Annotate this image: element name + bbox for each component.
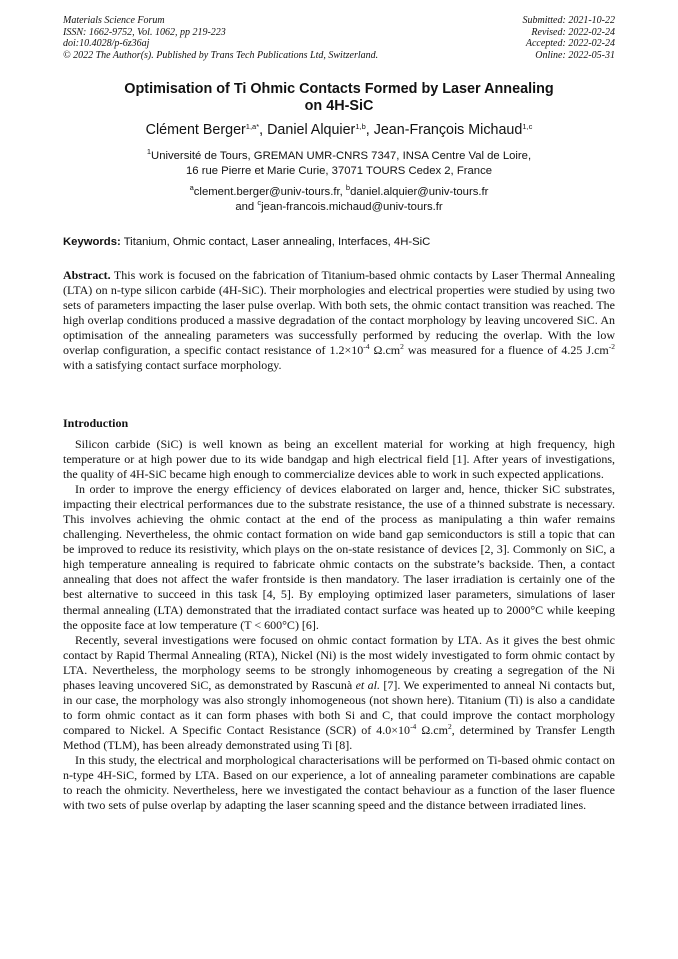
affiliation (63, 149, 615, 178)
author-affiliation-mark: 1,a* (245, 122, 260, 131)
introduction-body (63, 437, 615, 813)
paragraph: In this study, the electrical and morphological characterisations will be performed on Ti-based ohmic contact on n-type 4H-SiC, formed by LTA. Based on our experience, a lot of annealing parameter combinations are capable to reach the ohmicity. Nevertheless, here we investigated the contact behaviour as a function of the laser fluence with two sets of pulse overlap by adapting the laser scanning speed and the distance between irradiated lines. (63, 752, 615, 813)
issn: ISSN: 1662-9752, Vol. 1062, pp 219-223 (63, 26, 226, 38)
affiliation-line-1: Université de Tours, GREMAN UMR-CNRS 7347, INSA Centre Val de Loire, (151, 150, 532, 162)
paragraph: Recently, several investigations were focused on ohmic contact formation by LTA. As it gives the best ohmic contact by Rapid Thermal Annealing (RTA), Nickel (Ni) is the most widely investigated to form ohmic contact by LTA. Nevertheless, the morphology seems to be strongly inhomogeneous by creating a segregation of the Ni phases leaving uncovered SiC, as demonstrated by Rascunà et al. [7]. We experimented to anneal Ni contacts but, in our case, the morphology was also strongly inhomogeneous (not shown here). Titanium (Ti) is also a candidate to form ohmic contact as it can form phases with both Si and C, that could improve the contact morphology compared to Nickel. A Specific Contact Resistance (SCR) of $4.0\times 10^{-4}$ $\Omega.cm^2$, determined by Transfer Length Method (TLM), has been already demonstrated using Ti [8]. (63, 632, 615, 752)
submitted-date: Submitted: 2021-10-22 (522, 15, 615, 26)
doi: doi:10.4028/p-6z36aj (63, 38, 150, 50)
revised-date: Revised: 2022-02-24 (531, 26, 615, 38)
online-date: Online: 2022-05-31 (535, 49, 615, 61)
and-text: and (235, 200, 255, 213)
abstract-label: Abstract. (63, 268, 111, 282)
author-name: Jean-François Michaud (373, 122, 523, 138)
author-emails: $^a$clement.berger@univ-tours.fr, $^b$daniel.alquier@univ-tours.fr and $^c$jean-francois.michaud@univ-tours.fr (189, 183, 489, 213)
keywords (63, 235, 615, 249)
author-affiliation-mark: 1,b (355, 122, 366, 131)
paper-title (63, 81, 615, 115)
affiliation-line-2: 16 rue Pierre et Marie Curie, 37071 TOURS Cedex 2, France (186, 164, 492, 177)
title-line-2: on 4H-SiC (304, 98, 374, 114)
author-name: Daniel Alquier (267, 122, 356, 138)
email-link[interactable]: daniel.alquier@univ-tours.fr (350, 186, 489, 198)
email-link[interactable]: clement.berger@univ-tours.fr (193, 186, 340, 198)
author-affiliation-mark: 1,c (522, 122, 533, 131)
paragraph: In order to improve the energy efficiency of devices elaborated on larger and, hence, thicker SiC substrates, impacting their electrical performances due to the substrate resistance, the use of a thinned substrate is necessary. This involves achieving the ohmic contact at the end of the process as manipulating a thin wafer remains challenging. Nevertheless, the ohmic contact formation on wide band gap semiconductors is still a topic that can be improved to reduce its resistivity, which plays on the on-state resistance of devices [2, 3]. Commonly on SiC, a high temperature annealing is required to fabricate ohmic contacts on the substrate’s backside. Then, a contact annealing that does not affect the wafer frontside is then mandatory. The laser irradiation is certainly one of the best alternative to succeed in this task [4, 5]. By employing optimized laser parameters, simulations of laser thermal annealing (LTA) demonstrated that the irradiated contact surface was heated up to 2000°C while keeping the opposite face at low temperature (T < 600°C) [6]. (63, 482, 615, 632)
header-left (63, 15, 378, 61)
email-link[interactable]: jean-francois.michaud@univ-tours.fr (261, 200, 443, 213)
section-heading-introduction: Introduction (63, 416, 129, 430)
journal-name: Materials Science Forum (63, 15, 165, 26)
accepted-date: Accepted: 2022-02-24 (525, 38, 615, 50)
header-right (523, 15, 616, 61)
author-name: Clément Berger (145, 122, 246, 138)
keywords-text: Titanium, Ohmic contact, Laser annealing, Interfaces, 4H-SiC (123, 236, 431, 248)
paragraph: Silicon carbide (SiC) is well known as being an excellent material for working at high frequency, high temperature or at high power due to its wide bandgap and high electrical field [1]. After years of investigations, the quality of 4H-SiC became high enough to commercialize devices able to work in such expected applications. (63, 437, 615, 482)
author-list: Clément Berger$^{1,a*}$, Daniel Alquier$^{1,b}$, Jean-François Michaud$^{1,c}$ (145, 122, 533, 138)
abstract: Abstract. This work is focused on the fabrication of Titanium-based ohmic contacts by Laser Thermal Annealing (LTA) on n-type silicon carbide (4H-SiC). Their morphologies and electrical properties were studied by using two sets of parameters impacting the laser pulse overlap. With both sets, the ohmic contact transition was reached. The high overlap conditions produced a massive degradation of the contact morphology by leaving uncovered SiC. An optimisation of the annealing parameters was successfully performed by reducing the overlap. With the low overlap configuration, a specific contact resistance of $1.2\times 10^{-4}$ $\Omega.cm^2$ was measured for a fluence of 4.25 $J.cm^{-2}$ with a satisfying contact surface morphology. (63, 268, 616, 373)
keywords-label: Keywords: (63, 236, 121, 248)
title-line-1: Optimisation of Ti Ohmic Contacts Formed by Laser Annealing (124, 81, 554, 97)
copyright: © 2022 The Author(s). Published by Trans Tech Publications Ltd, Switzerland. (63, 49, 379, 61)
affiliation-mark: 1 (146, 147, 152, 156)
